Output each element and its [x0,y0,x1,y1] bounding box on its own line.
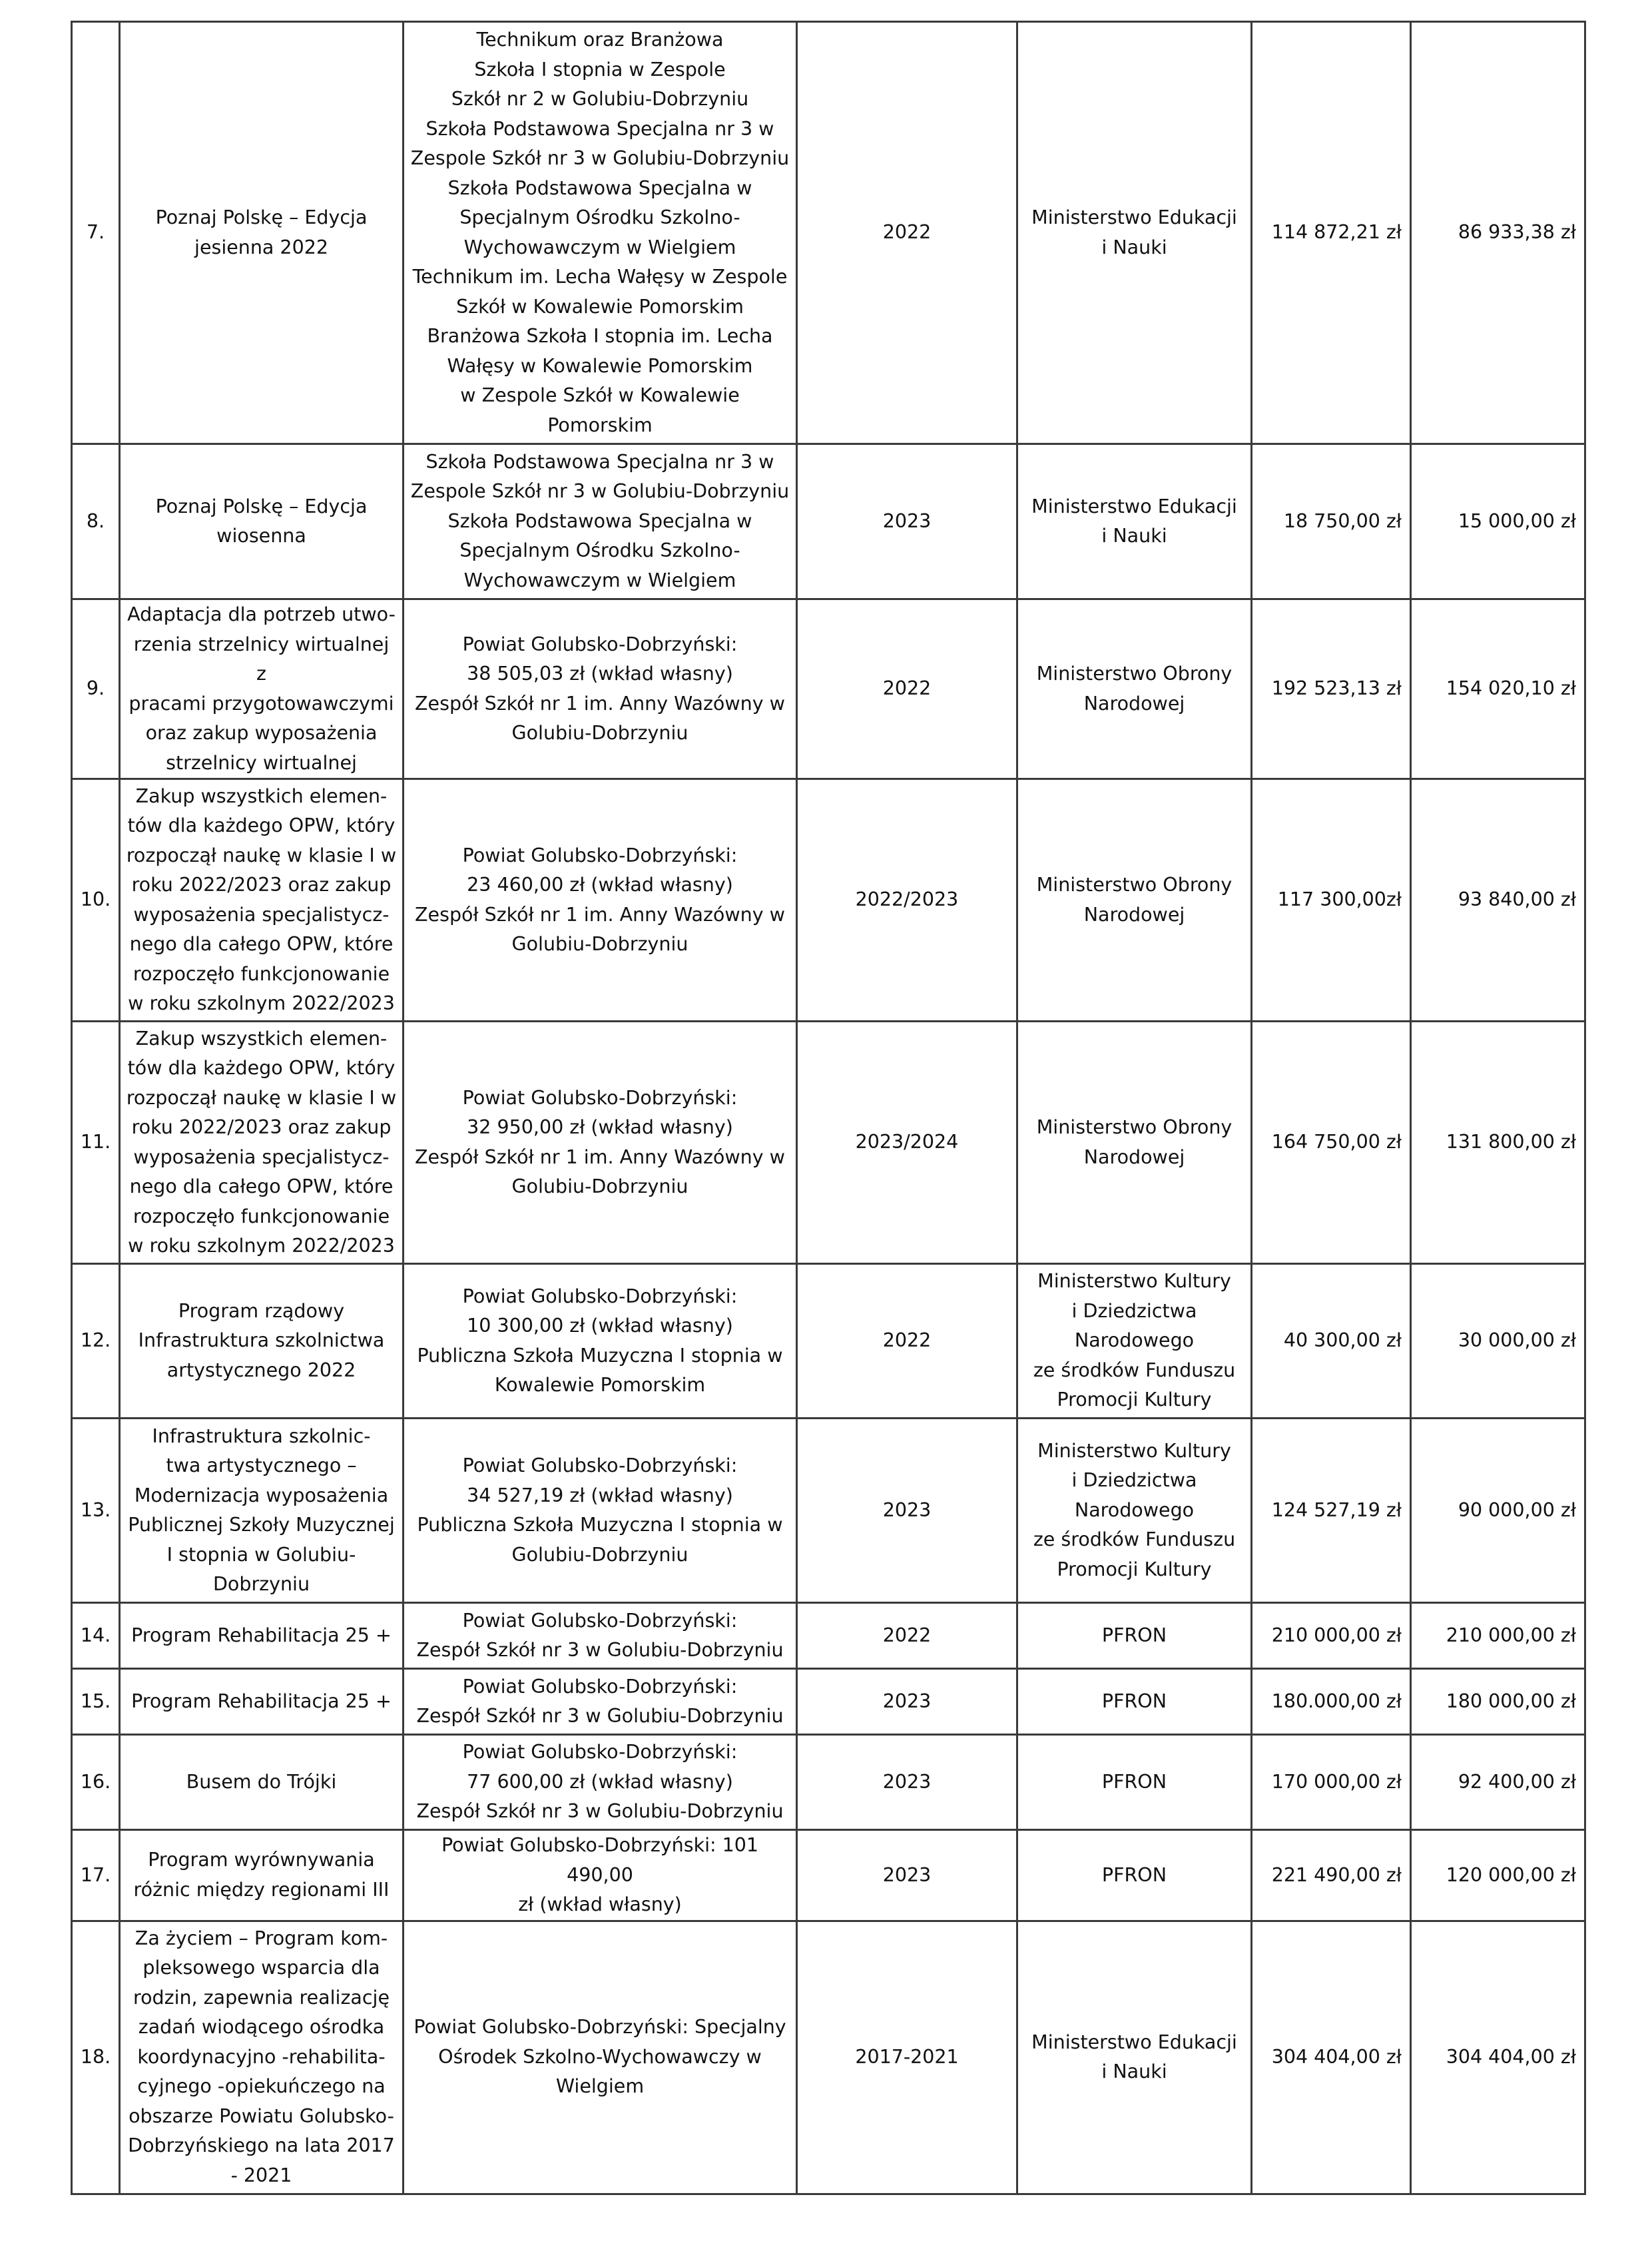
row-number: 14. [72,1603,120,1669]
project-name: Zakup wszystkich elemen- tów dla każdego OPW, który rozpoczął naukę w klasie I w roku 2022/2023 oraz zakup wyposażenia specjalistycz- nego dla całego OPW, które rozpoczęło funkcjonowanie w roku szkolnym 2022/2023 [120,779,404,1022]
project-year: 2023 [797,444,1017,599]
funding-table-body [72,22,1585,2194]
project-name: Zakup wszystkich elemen- tów dla każdego OPW, który rozpoczął naukę w klasie I w roku 2022/2023 oraz zakup wyposażenia specjalistycz- nego dla całego OPW, które rozpoczęło funkcjonowanie w roku szkolnym 2022/2023 [120,1022,404,1264]
grant-value: 90 000,00 zł [1411,1419,1585,1603]
total-value: 304 404,00 zł [1252,1921,1411,2194]
grant-value: 154 020,10 zł [1411,599,1585,779]
project-year: 2023 [797,1735,1017,1830]
project-year: 2017-2021 [797,1921,1017,2194]
beneficiary: Powiat Golubsko-Dobrzyński: 101 490,00 zł (wkład własny) [404,1830,797,1921]
beneficiary: Powiat Golubsko-Dobrzyński: 38 505,03 zł (wkład własny) Zespół Szkół nr 1 im. Anny Wazówny w Golubiu-Dobrzyniu [404,599,797,779]
funding-source: Ministerstwo Edukacji i Nauki [1017,22,1252,444]
project-name: Program Rehabilitacja 25 + [120,1669,404,1735]
grant-value: 131 800,00 zł [1411,1022,1585,1264]
total-value: 221 490,00 zł [1252,1830,1411,1921]
table-row [72,1419,1585,1603]
total-value: 40 300,00 zł [1252,1264,1411,1419]
beneficiary: Powiat Golubsko-Dobrzyński: 23 460,00 zł (wkład własny) Zespół Szkół nr 1 im. Anny Wazówny w Golubiu-Dobrzyniu [404,779,797,1022]
project-name: Program rządowy Infrastruktura szkolnictwa artystycznego 2022 [120,1264,404,1419]
funding-source: Ministerstwo Obrony Narodowej [1017,599,1252,779]
project-year: 2022/2023 [797,779,1017,1022]
project-year: 2023 [797,1830,1017,1921]
project-name: Busem do Trójki [120,1735,404,1830]
total-value: 210 000,00 zł [1252,1603,1411,1669]
project-year: 2023 [797,1669,1017,1735]
grant-value: 92 400,00 zł [1411,1735,1585,1830]
funding-source: Ministerstwo Kultury i Dziedzictwa Narodowego ze środków Funduszu Promocji Kultury [1017,1419,1252,1603]
project-name: Adaptacja dla potrzeb utwo- rzenia strzelnicy wirtualnej z pracami przygotowawczymi oraz zakup wyposażenia strzelnicy wirtualnej [120,599,404,779]
table-row [72,599,1585,779]
total-value: 164 750,00 zł [1252,1022,1411,1264]
funding-source: PFRON [1017,1603,1252,1669]
table-row [72,1603,1585,1669]
project-name: Program Rehabilitacja 25 + [120,1603,404,1669]
total-value: 114 872,21 zł [1252,22,1411,444]
row-number: 8. [72,444,120,599]
table-row [72,22,1585,444]
grant-value: 180 000,00 zł [1411,1669,1585,1735]
total-value: 18 750,00 zł [1252,444,1411,599]
beneficiary: Powiat Golubsko-Dobrzyński: 10 300,00 zł (wkład własny) Publiczna Szkoła Muzyczna I stopnia w Kowalewie Pomorskim [404,1264,797,1419]
project-year: 2022 [797,1264,1017,1419]
project-name: Za życiem – Program kom- pleksowego wsparcia dla rodzin, zapewnia realizację zadań wiodącego ośrodka koordynacyjno -rehabilita- cyjnego -opiekuńczego na obszarze Powiatu Golubsko- Dobrzyńskiego na lata 2017 - 2021 [120,1921,404,2194]
funding-table [71,21,1586,2195]
project-year: 2023/2024 [797,1022,1017,1264]
row-number: 17. [72,1830,120,1921]
funding-source: Ministerstwo Edukacji i Nauki [1017,1921,1252,2194]
row-number: 18. [72,1921,120,2194]
grant-value: 93 840,00 zł [1411,779,1585,1022]
table-row [72,1830,1585,1921]
project-name: Poznaj Polskę – Edycja wiosenna [120,444,404,599]
funding-source: Ministerstwo Edukacji i Nauki [1017,444,1252,599]
beneficiary: Powiat Golubsko-Dobrzyński: 32 950,00 zł (wkład własny) Zespół Szkół nr 1 im. Anny Wazówny w Golubiu-Dobrzyniu [404,1022,797,1264]
funding-source: Ministerstwo Kultury i Dziedzictwa Narodowego ze środków Funduszu Promocji Kultury [1017,1264,1252,1419]
project-name: Poznaj Polskę – Edycja jesienna 2022 [120,22,404,444]
table-row [72,1264,1585,1419]
project-name: Program wyrównywania różnic między regionami III [120,1830,404,1921]
grant-value: 210 000,00 zł [1411,1603,1585,1669]
grant-value: 120 000,00 zł [1411,1830,1585,1921]
grant-value: 15 000,00 zł [1411,444,1585,599]
beneficiary: Powiat Golubsko-Dobrzyński: 34 527,19 zł (wkład własny) Publiczna Szkoła Muzyczna I stopnia w Golubiu-Dobrzyniu [404,1419,797,1603]
table-row [72,1669,1585,1735]
funding-source: PFRON [1017,1735,1252,1830]
row-number: 13. [72,1419,120,1603]
total-value: 117 300,00zł [1252,779,1411,1022]
funding-source: PFRON [1017,1830,1252,1921]
beneficiary: Powiat Golubsko-Dobrzyński: Zespół Szkół nr 3 w Golubiu-Dobrzyniu [404,1603,797,1669]
funding-source: PFRON [1017,1669,1252,1735]
total-value: 124 527,19 zł [1252,1419,1411,1603]
row-number: 11. [72,1022,120,1264]
table-row [72,1735,1585,1830]
row-number: 7. [72,22,120,444]
total-value: 192 523,13 zł [1252,599,1411,779]
table-row [72,1921,1585,2194]
total-value: 180.000,00 zł [1252,1669,1411,1735]
project-year: 2022 [797,22,1017,444]
row-number: 15. [72,1669,120,1735]
grant-value: 304 404,00 zł [1411,1921,1585,2194]
project-year: 2022 [797,1603,1017,1669]
project-year: 2023 [797,1419,1017,1603]
grant-value: 30 000,00 zł [1411,1264,1585,1419]
project-name: Infrastruktura szkolnic- twa artystycznego – Modernizacja wyposażenia Publicznej Szkoły Muzycznej I stopnia w Golubiu- Dobrzyniu [120,1419,404,1603]
table-row [72,1022,1585,1264]
row-number: 9. [72,599,120,779]
beneficiary: Powiat Golubsko-Dobrzyński: Specjalny Ośrodek Szkolno-Wychowawczy w Wielgiem [404,1921,797,2194]
table-row [72,779,1585,1022]
row-number: 16. [72,1735,120,1830]
beneficiary: Powiat Golubsko-Dobrzyński: Zespół Szkół nr 3 w Golubiu-Dobrzyniu [404,1669,797,1735]
project-year: 2022 [797,599,1017,779]
beneficiary: Szkoła Podstawowa Specjalna nr 3 w Zespole Szkół nr 3 w Golubiu-Dobrzyniu Szkoła Podstawowa Specjalna w Specjalnym Ośrodku Szkolno- Wychowawczym w Wielgiem [404,444,797,599]
beneficiary: Technikum oraz Branżowa Szkoła I stopnia w Zespole Szkół nr 2 w Golubiu-Dobrzyniu Szkoła Podstawowa Specjalna nr 3 w Zespole Szkół nr 3 w Golubiu-Dobrzyniu Szkoła Podstawowa Specjalna w Specjalnym Ośrodku Szkolno- Wychowawczym w Wielgiem Technikum im. Lecha Wałęsy w Zespole Szkół w Kowalewie Pomorskim Branżowa Szkoła I stopnia im. Lecha Wałęsy w Kowalewie Pomorskim w Zespole Szkół w Kowalewie Pomorskim [404,22,797,444]
funding-source: Ministerstwo Obrony Narodowej [1017,1022,1252,1264]
total-value: 170 000,00 zł [1252,1735,1411,1830]
funding-source: Ministerstwo Obrony Narodowej [1017,779,1252,1022]
beneficiary: Powiat Golubsko-Dobrzyński: 77 600,00 zł (wkład własny) Zespół Szkół nr 3 w Golubiu-Dobrzyniu [404,1735,797,1830]
grant-value: 86 933,38 zł [1411,22,1585,444]
table-row [72,444,1585,599]
row-number: 10. [72,779,120,1022]
row-number: 12. [72,1264,120,1419]
